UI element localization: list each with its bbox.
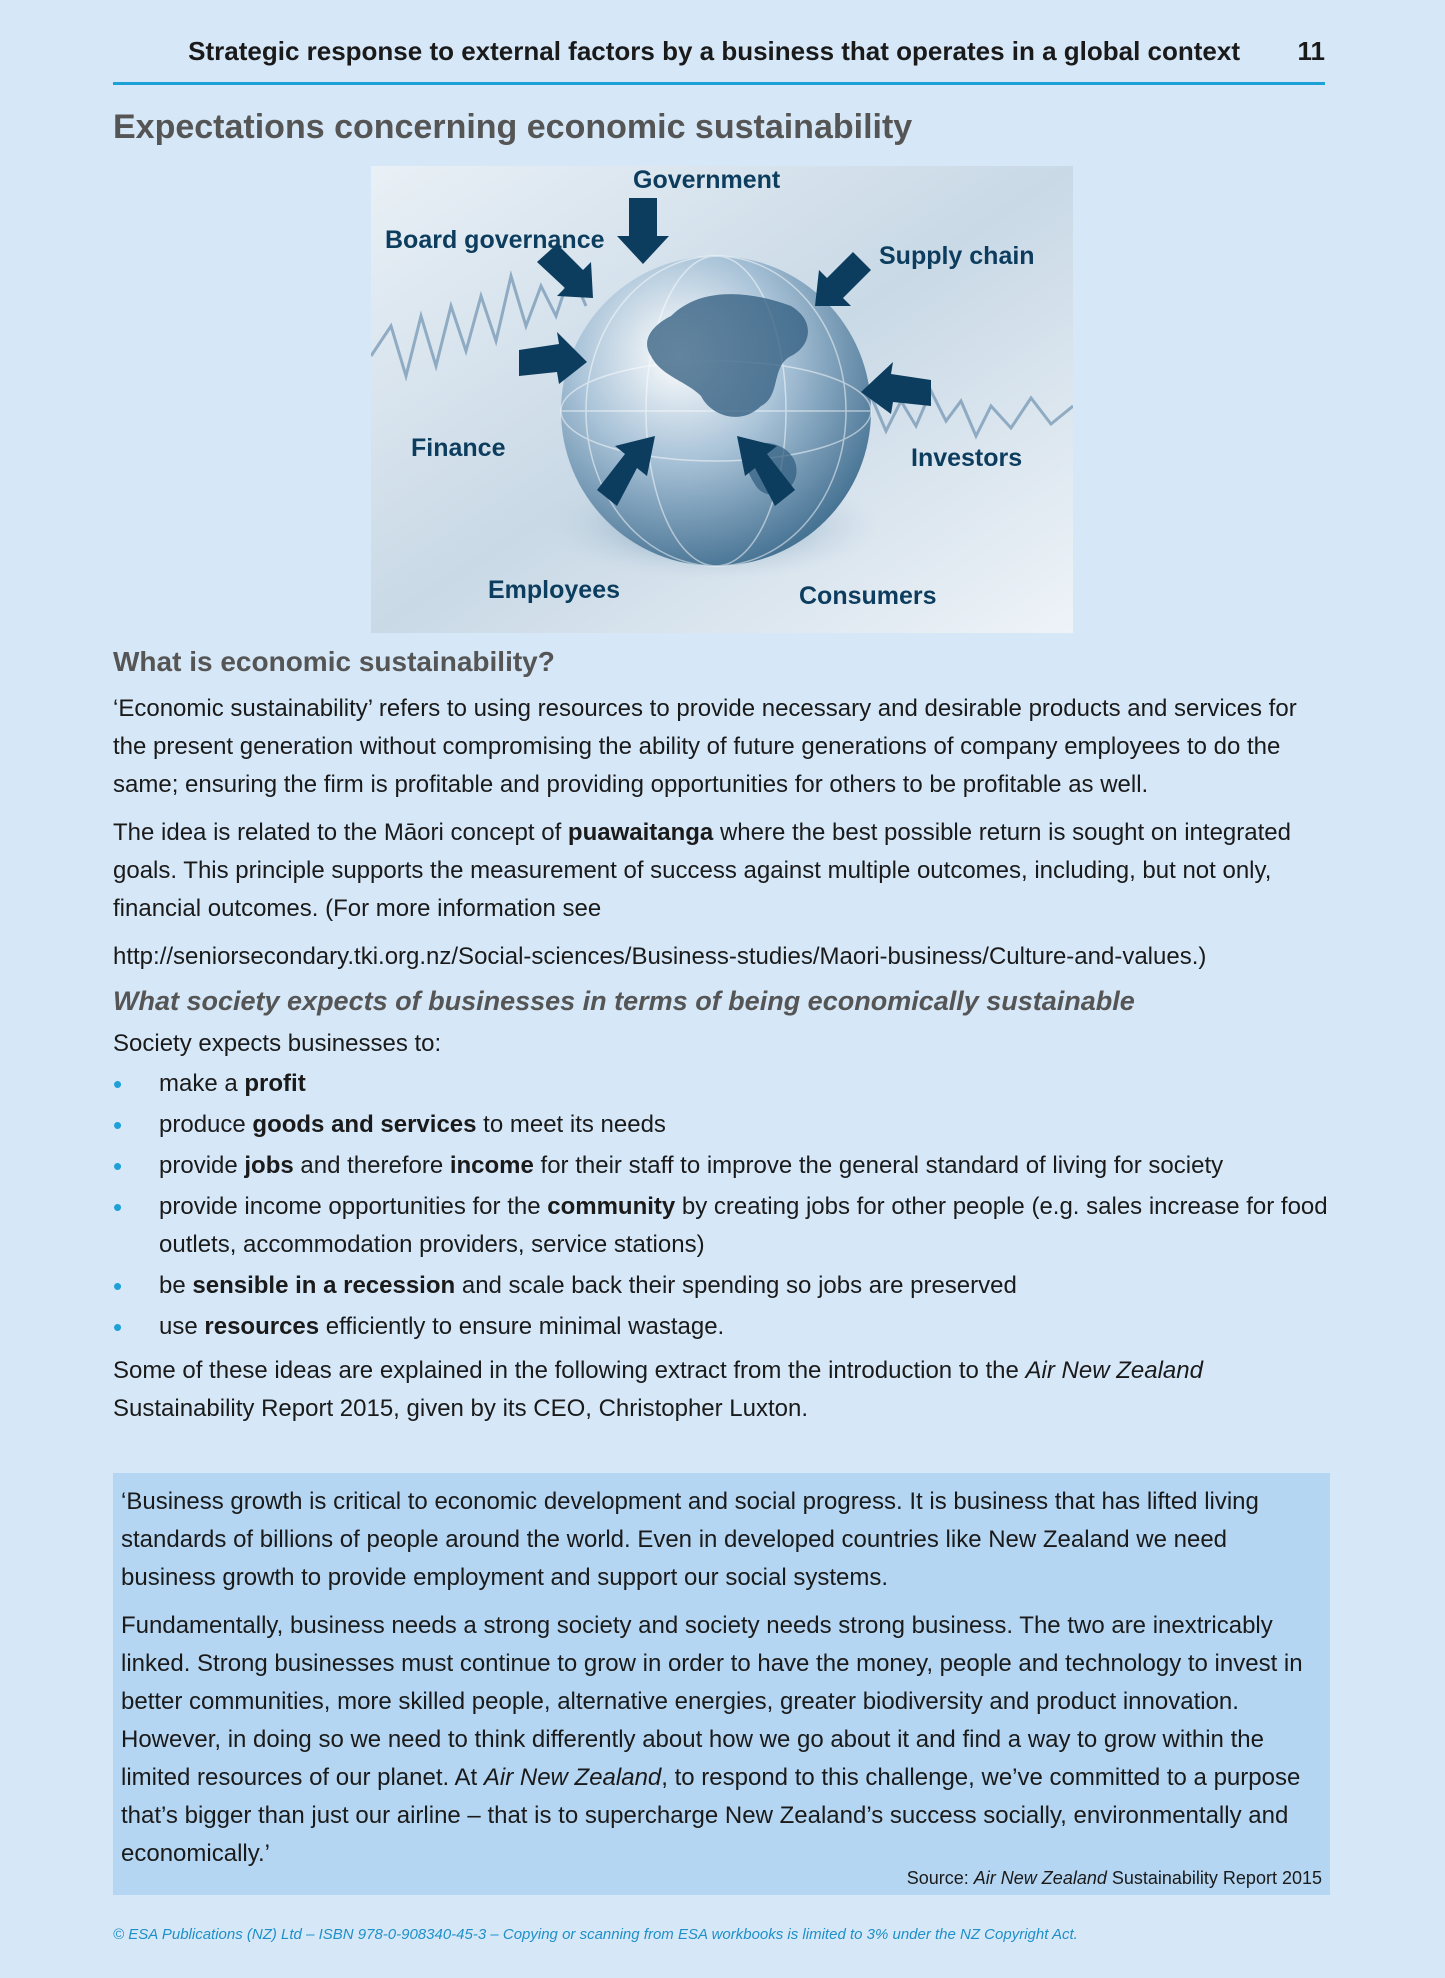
society-intro: Society expects businesses to: [113, 1030, 442, 1057]
label-government: Government [633, 166, 781, 194]
label-employees: Employees [488, 576, 621, 604]
list-item: • use resources efficiently to ensure minimal wastage. [113, 1308, 1328, 1346]
definition-paragraph: ‘Economic sustainability’ refers to using resources to provide necessary and desirable products and services for the present generation without compromising the ability of future generations of company employees to do the same; ensuring the firm is profitable and providing opportunities for others to be profitable as well. [113, 695, 1297, 798]
puawaitanga-paragraph: The idea is related to the Māori concept of puawaitanga where the best possible return is sought on integrated goals. This principle supports the measurement of success against multiple outcomes, including, but not only, financial outcomes. (For more information see [113, 819, 1291, 922]
reference-url: http://seniorsecondary.tki.org.nz/Social-sciences/Business-studies/Maori-business/Culture-and-values.) [113, 943, 1207, 970]
label-board-governance: Board governance [385, 226, 605, 254]
section-title: Expectations concerning economic sustainability [113, 108, 913, 146]
list-item: • produce goods and services to meet its needs [113, 1106, 1328, 1144]
list-item: • be sensible in a recession and scale back their spending so jobs are preserved [113, 1267, 1328, 1305]
page-number: 11 [1297, 36, 1325, 66]
ceo-quote-box [113, 1473, 1330, 1895]
quote-source: Source: Air New Zealand Sustainability Report 2015 [906, 1868, 1322, 1888]
label-supply-chain: Supply chain [879, 242, 1035, 270]
expectations-list [113, 1065, 1328, 1346]
header-title: Strategic response to external factors by a business that operates in a global context [188, 36, 1240, 66]
stakeholder-globe-figure [371, 166, 1073, 633]
society-heading: What society expects of businesses in terms of being economically sustainable [113, 986, 1135, 1016]
label-finance: Finance [411, 434, 506, 462]
copyright-footer: © ESA Publications (NZ) Ltd – ISBN 978-0-908340-45-3 – Copying or scanning from ESA workbooks is limited to 3% under the NZ Copyright Act. [113, 1926, 1078, 1943]
list-item: • provide income opportunities for the community by creating jobs for other people (e.g. sales increase for food outlets, accommodation providers, service stations) [113, 1188, 1328, 1264]
what-is-heading: What is economic sustainability? [113, 646, 555, 677]
label-investors: Investors [911, 444, 1023, 472]
label-consumers: Consumers [799, 582, 937, 610]
quote-paragraph-1: ‘Business growth is critical to economic development and social progress. It is business that has lifted living standards of billions of people around the world. Even in developed countries like New Zealand we need business growth to provide employment and support our social systems. [121, 1488, 1259, 1591]
list-item: • make a profit [113, 1065, 1328, 1103]
extract-intro: Some of these ideas are explained in the following extract from the introduction to the Air New Zealand Sustainability Report 2015, given by its CEO, Christopher Luxton. [113, 1357, 1203, 1422]
main-content [113, 646, 1328, 1438]
quote-paragraph-2: Fundamentally, business needs a strong society and society needs strong business. The two are inextricably linked. Strong businesses must continue to grow in order to have the money, people and technology to invest in better communities, more skilled people, alternative energies, greater biodiversity and product innovation. However, in doing so we need to think differently about how we go about it and find a way to grow within the limited resources of our planet. At Air New Zealand, to respond to this challenge, we’ve committed to a purpose that’s bigger than just our airline – that is to supercharge New Zealand’s success socially, environmentally and economically.’ [121, 1612, 1303, 1867]
list-item: • provide jobs and therefore income for their staff to improve the general standard of living for society [113, 1147, 1328, 1185]
page-header [113, 30, 1325, 85]
